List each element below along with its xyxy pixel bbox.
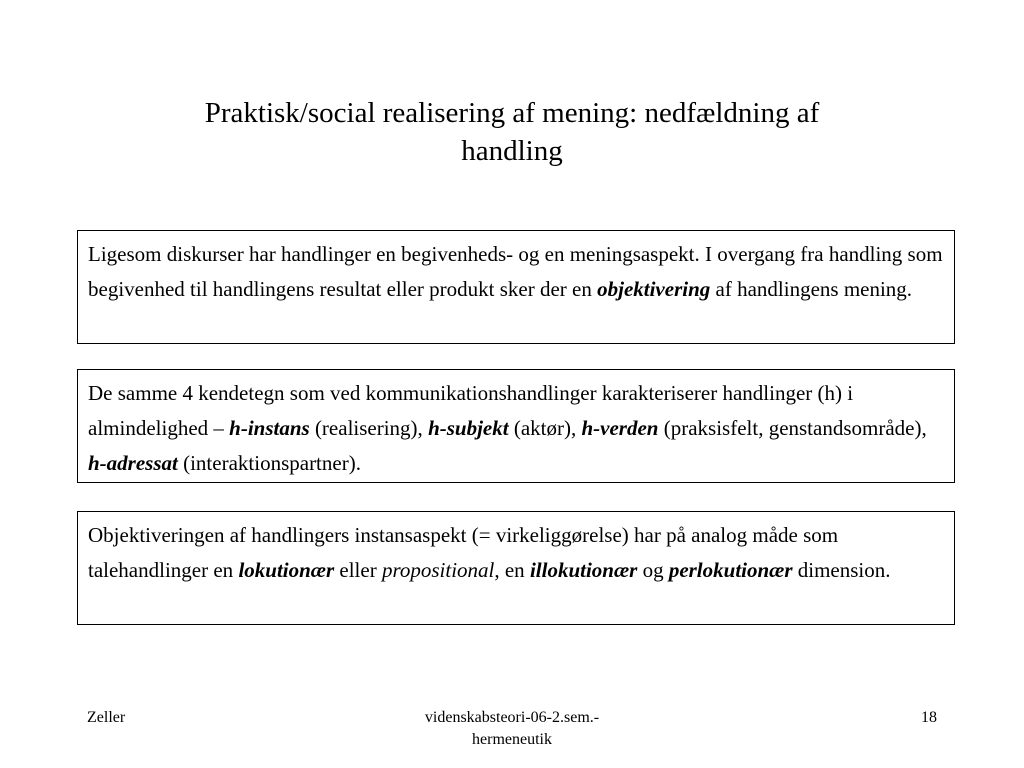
box-3-text-3: , en <box>494 558 530 582</box>
box-2-text-5: (interaktionspartner). <box>177 451 361 475</box>
box-3-text-1: Objektiveringen af handlingers instansaspekt (= virkeliggørelse) har på analog måde som talehandlinger en <box>88 523 839 582</box>
box-1-text-1: Ligesom diskurser har handlinger en begivenheds- og en meningsaspekt. I overgang fra handling som begivenhed til handlingens resultat eller produkt sker der en <box>88 242 943 301</box>
box-3-term-lokutionaer: lokutionær <box>238 558 335 582</box>
footer-course-line-2: hermeneutik <box>472 731 552 748</box>
footer-course-line-1: videnskabsteori-06-2.sem.- <box>424 709 600 726</box>
text-box-dimensioner <box>77 511 955 625</box>
box-1-term-objektivering: objektivering <box>597 277 711 301</box>
slide-title-line-2: handling <box>461 135 563 167</box>
box-2-term-h-adressat: h-adressat <box>88 451 178 475</box>
slide-title <box>112 94 912 170</box>
box-2-term-h-subjekt: h-subjekt <box>428 416 509 440</box>
box-2-text-1: De samme 4 kendetegn som ved kommunikationshandlinger karakteriserer handlinger (h) i almindelighed – <box>88 381 854 440</box>
footer-course <box>362 707 662 751</box>
footer-author: Zeller <box>87 709 126 726</box>
text-box-kendetegn <box>77 369 955 483</box>
box-2-text-2: (realisering), <box>309 416 429 440</box>
box-1-text-2: af handlingens mening. <box>710 277 913 301</box>
box-3-term-illokutionaer: illokutionær <box>529 558 638 582</box>
box-2-term-h-instans: h-instans <box>229 416 310 440</box>
box-2-text-4: (praksisfelt, genstandsområde), <box>658 416 927 440</box>
footer-page-number: 18 <box>921 709 937 726</box>
box-3-term-perlokutionaer: perlokutionær <box>668 558 793 582</box>
text-box-objektivering <box>77 230 955 344</box>
box-2-term-h-verden: h-verden <box>581 416 659 440</box>
slide-title-line-1: Praktisk/social realisering af mening: nedfældning af <box>204 97 820 129</box>
box-3-text-2: eller <box>334 558 382 582</box>
box-3-text-4: og <box>637 558 669 582</box>
box-3-term-propositional: propositional <box>381 558 495 582</box>
box-3-text-5: dimension. <box>792 558 891 582</box>
box-2-text-3: (aktør), <box>508 416 582 440</box>
